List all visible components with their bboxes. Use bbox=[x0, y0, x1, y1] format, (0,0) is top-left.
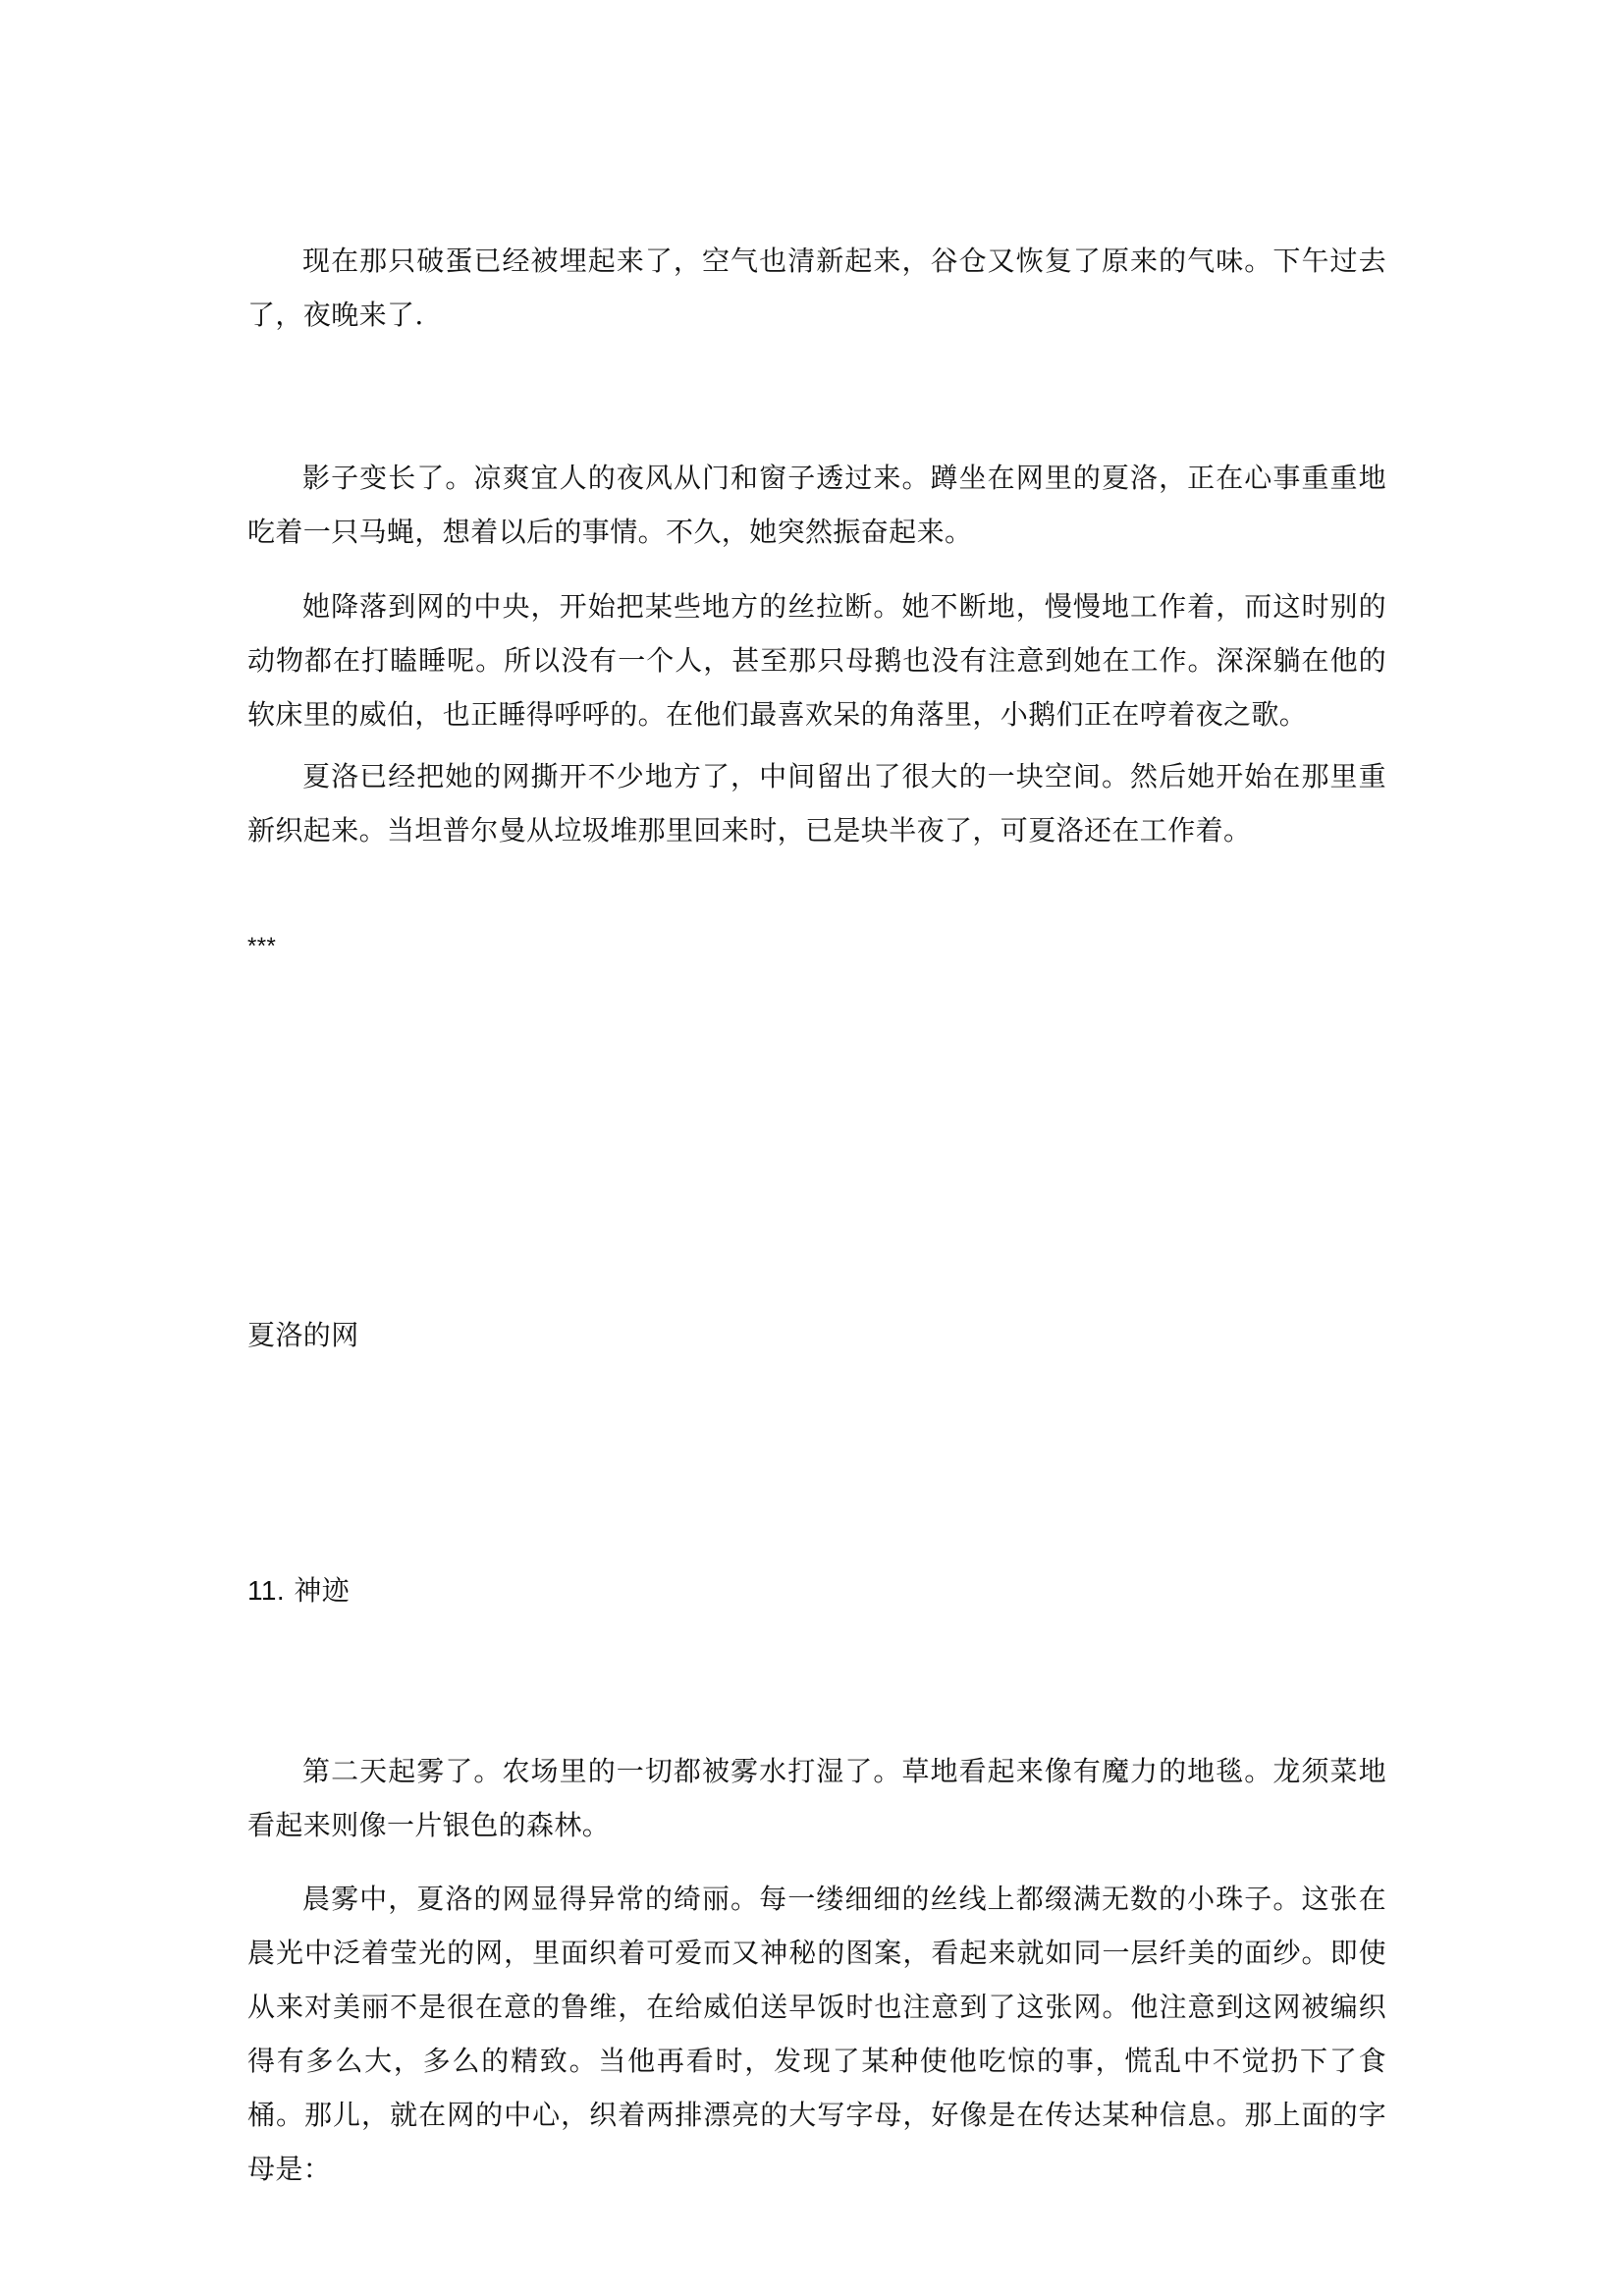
paragraph-web-rewoven: 夏洛已经把她的网撕开不少地方了，中间留出了很大的一块空间。然后她开始在那里重新织起来。当坦普尔曼从垃圾堆那里回来时，已是块半夜了，可夏洛还在工作着。 bbox=[247, 760, 1386, 847]
section-title: 夏洛的网 bbox=[247, 1319, 359, 1351]
paragraph-foggy-morning: 第二天起雾了。农场里的一切都被雾水打湿了。草地看起来像有魔力的地毯。龙须菜地看起来则像一片银色的森林。 bbox=[247, 1755, 1386, 1841]
paragraph-web-message: 晨雾中，夏洛的网显得异常的绮丽。每一缕细细的丝线上都缀满无数的小珠子。这张在晨光中泛着莹光的网，里面织着可爱而又神秘的图案，看起来就如同一层纤美的面纱。即使从来对美丽不是很在意的鲁维，在给威伯送早饭时也注意到了这张网。他注意到这网被编织得有多么大，多么的精致。当他再看时，发现了某种使他吃惊的事，慌乱中不觉扔下了食桶。那儿，就在网的中心，织着两排漂亮的大写字母，好像是在传达某种信息。那上面的字母是： bbox=[247, 1883, 1386, 2185]
paragraph-charlotte-working: 她降落到网的中央，开始把某些地方的丝拉断。她不断地，慢慢地工作着，而这时别的动物都在打瞌睡呢。所以没有一个人，甚至那只母鹅也没有注意到她在工作。深深躺在他的软床里的威伯，也正睡得呼呼的。在他们最喜欢呆的角落里，小鹅们正在哼着夜之歌。 bbox=[247, 590, 1386, 731]
chapter-number: 11. bbox=[247, 1575, 286, 1606]
section-separator: *** bbox=[247, 933, 277, 959]
paragraph-evening-shadows: 影子变长了。凉爽宜人的夜风从门和窗子透过来。蹲坐在网里的夏洛，正在心事重重地吃着一只马蝇，想着以后的事情。不久，她突然振奋起来。 bbox=[247, 462, 1386, 548]
chapter-title: 神迹 bbox=[294, 1574, 351, 1607]
paragraph-buried-egg: 现在那只破蛋已经被埋起来了，空气也清新起来，谷仓又恢复了原来的气味。下午过去了，夜晚来了. bbox=[247, 245, 1386, 331]
chapter-heading bbox=[247, 1571, 350, 1611]
